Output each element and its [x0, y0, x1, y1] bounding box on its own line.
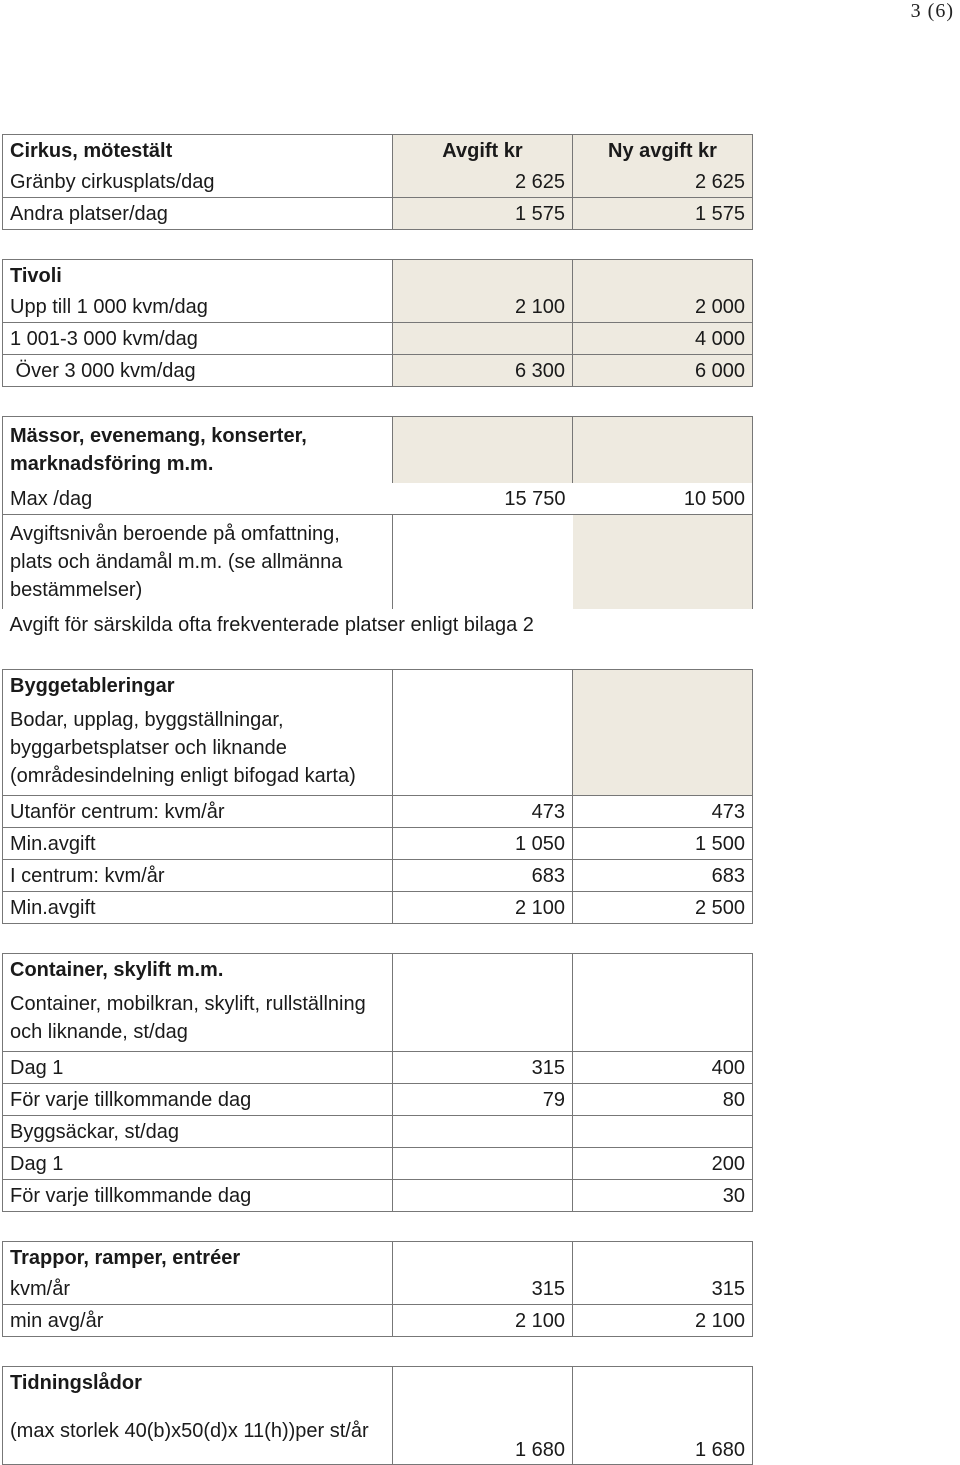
- row-label: Upp till 1 000 kvm/dag: [3, 291, 393, 323]
- row-ny-avgift: 683: [573, 860, 753, 892]
- row-label: För varje tillkommande dag: [3, 1180, 393, 1212]
- row-label: Max /dag: [3, 483, 393, 515]
- row-ny-avgift: 2 500: [573, 892, 753, 924]
- fee-table-bygg: [2, 669, 753, 924]
- table-row: [3, 291, 753, 323]
- row-avgift: 315: [393, 1273, 573, 1305]
- row-ny-avgift: 2 625: [573, 166, 753, 198]
- row-label: Min.avgift: [3, 828, 393, 860]
- row-ny-avgift: 315: [573, 1273, 753, 1305]
- fee-table-tidningslador: [2, 1366, 753, 1465]
- row-ny-avgift: [573, 985, 753, 1052]
- row-label: Avgift för särskilda ofta frekventerade platser enligt bilaga 2: [9, 613, 534, 636]
- table-row: [3, 1084, 753, 1116]
- column-header-ny-avgift: [573, 954, 753, 986]
- row-label: Gränby cirkusplats/dag: [3, 166, 393, 198]
- table-row: [3, 892, 753, 924]
- row-ny-avgift: 473: [573, 796, 753, 828]
- row-avgift: 2 100: [393, 892, 573, 924]
- table-header-row: [3, 954, 753, 986]
- row-ny-avgift: 80: [573, 1084, 753, 1116]
- table-header-row: [3, 135, 753, 167]
- row-avgift: [393, 515, 573, 610]
- row-label: Avgiftsnivån beroende på omfattning, plats och ändamål m.m. (se allmänna bestämmelser): [3, 515, 393, 610]
- table-row: [3, 355, 753, 387]
- row-avgift: [393, 1116, 573, 1148]
- column-header-ny-avgift: [573, 417, 753, 484]
- table-row: [3, 515, 753, 610]
- row-avgift: 1 050: [393, 828, 573, 860]
- row-avgift: [393, 985, 573, 1052]
- column-header-ny-avgift: [573, 1367, 753, 1399]
- row-label: kvm/år: [3, 1273, 393, 1305]
- table-row: [3, 483, 753, 515]
- row-ny-avgift: 1 575: [573, 198, 753, 230]
- row-avgift: 6 300: [393, 355, 573, 387]
- column-header-ny-avgift: [573, 1242, 753, 1274]
- column-header-avgift: [393, 1367, 573, 1399]
- row-ny-avgift: 1 680: [573, 1398, 753, 1465]
- row-label: (max storlek 40(b)x50(d)x 11(h))per st/år: [3, 1398, 393, 1465]
- row-ny-avgift: 2 100: [573, 1305, 753, 1337]
- section-title: Trappor, ramper, entréer: [3, 1242, 393, 1274]
- table-row: [3, 985, 753, 1052]
- row-avgift: 473: [393, 796, 573, 828]
- fee-table-trappor: [2, 1241, 753, 1337]
- column-header-avgift: [393, 260, 573, 292]
- row-avgift: 2 625: [393, 166, 573, 198]
- column-header-avgift: [393, 670, 573, 702]
- section-title: Byggetableringar: [3, 670, 393, 702]
- row-avgift: 315: [393, 1052, 573, 1084]
- row-avgift: 79: [393, 1084, 573, 1116]
- table-row: [3, 198, 753, 230]
- row-label: Min.avgift: [3, 892, 393, 924]
- row-avgift: [393, 1148, 573, 1180]
- fee-table-massor: [2, 416, 753, 640]
- row-ny-avgift: 2 000: [573, 291, 753, 323]
- table-row: [3, 1273, 753, 1305]
- table-row: [3, 1116, 753, 1148]
- row-avgift: 683: [393, 860, 573, 892]
- section-title: Cirkus, mötestält: [3, 135, 393, 167]
- table-header-row: [3, 1242, 753, 1274]
- row-avgift: [393, 1180, 573, 1212]
- table-row: [3, 1052, 753, 1084]
- row-ny-avgift: 30: [573, 1180, 753, 1212]
- section-title: Mässor, evenemang, konserter, marknadsföring m.m.: [3, 417, 393, 484]
- table-row: [3, 860, 753, 892]
- row-ny-avgift: [573, 515, 753, 610]
- row-avgift: [393, 323, 573, 355]
- row-avgift: [393, 701, 573, 796]
- fee-table-tivoli: [2, 259, 753, 387]
- table-row: [3, 166, 753, 198]
- column-header-avgift: [393, 1242, 573, 1274]
- row-ny-avgift: [573, 1116, 753, 1148]
- row-label: Över 3 000 kvm/dag: [3, 355, 393, 387]
- row-label: För varje tillkommande dag: [3, 1084, 393, 1116]
- column-header-ny-avgift: [573, 670, 753, 702]
- column-header-avgift: Avgift kr: [393, 135, 573, 167]
- table-row: [3, 1398, 753, 1465]
- table-header-row: [3, 670, 753, 702]
- row-label: Container, mobilkran, skylift, rullställning och liknande, st/dag: [3, 985, 393, 1052]
- fee-table-cirkus: [2, 134, 753, 230]
- row-ny-avgift: 1 500: [573, 828, 753, 860]
- row-label: Dag 1: [3, 1148, 393, 1180]
- row-avgift: 1 680: [393, 1398, 573, 1465]
- row-avgift: 2 100: [393, 1305, 573, 1337]
- column-header-ny-avgift: Ny avgift kr: [573, 135, 753, 167]
- row-label: Byggsäckar, st/dag: [3, 1116, 393, 1148]
- row-ny-avgift: 10 500: [573, 483, 753, 515]
- row-label: 1 001-3 000 kvm/dag: [3, 323, 393, 355]
- section-title: Tivoli: [3, 260, 393, 292]
- column-header-avgift: [393, 417, 573, 484]
- table-row: [3, 1180, 753, 1212]
- row-label: Utanför centrum: kvm/år: [3, 796, 393, 828]
- page-number: 3 (6): [910, 0, 954, 22]
- row-label: Bodar, upplag, byggställningar, byggarbetsplatser och liknande (områdesindelning enligt bifogad karta): [3, 701, 393, 796]
- fee-table-container: [2, 953, 753, 1212]
- table-row: [3, 1305, 753, 1337]
- column-header-ny-avgift: [573, 260, 753, 292]
- fee-tables: [2, 134, 752, 1465]
- row-avgift: 2 100: [393, 291, 573, 323]
- table-header-row: [3, 1367, 753, 1399]
- table-row: [3, 323, 753, 355]
- table-row: [3, 1148, 753, 1180]
- row-avgift: 15 750: [393, 483, 573, 515]
- row-ny-avgift: 6 000: [573, 355, 753, 387]
- row-label: Dag 1: [3, 1052, 393, 1084]
- table-row: [3, 701, 753, 796]
- row-label: Andra platser/dag: [3, 198, 393, 230]
- row-avgift: 1 575: [393, 198, 573, 230]
- row-label: I centrum: kvm/år: [3, 860, 393, 892]
- table-row: [3, 828, 753, 860]
- row-ny-avgift: 200: [573, 1148, 753, 1180]
- section-title: Container, skylift m.m.: [3, 954, 393, 986]
- column-header-avgift: [393, 954, 573, 986]
- table-row: [3, 796, 753, 828]
- row-ny-avgift: [573, 701, 753, 796]
- row-label: min avg/år: [3, 1305, 393, 1337]
- row-ny-avgift: 400: [573, 1052, 753, 1084]
- row-ny-avgift: 4 000: [573, 323, 753, 355]
- table-row: [3, 609, 753, 640]
- table-header-row: [3, 260, 753, 292]
- section-title: Tidningslådor: [3, 1367, 393, 1399]
- table-header-row: [3, 417, 753, 484]
